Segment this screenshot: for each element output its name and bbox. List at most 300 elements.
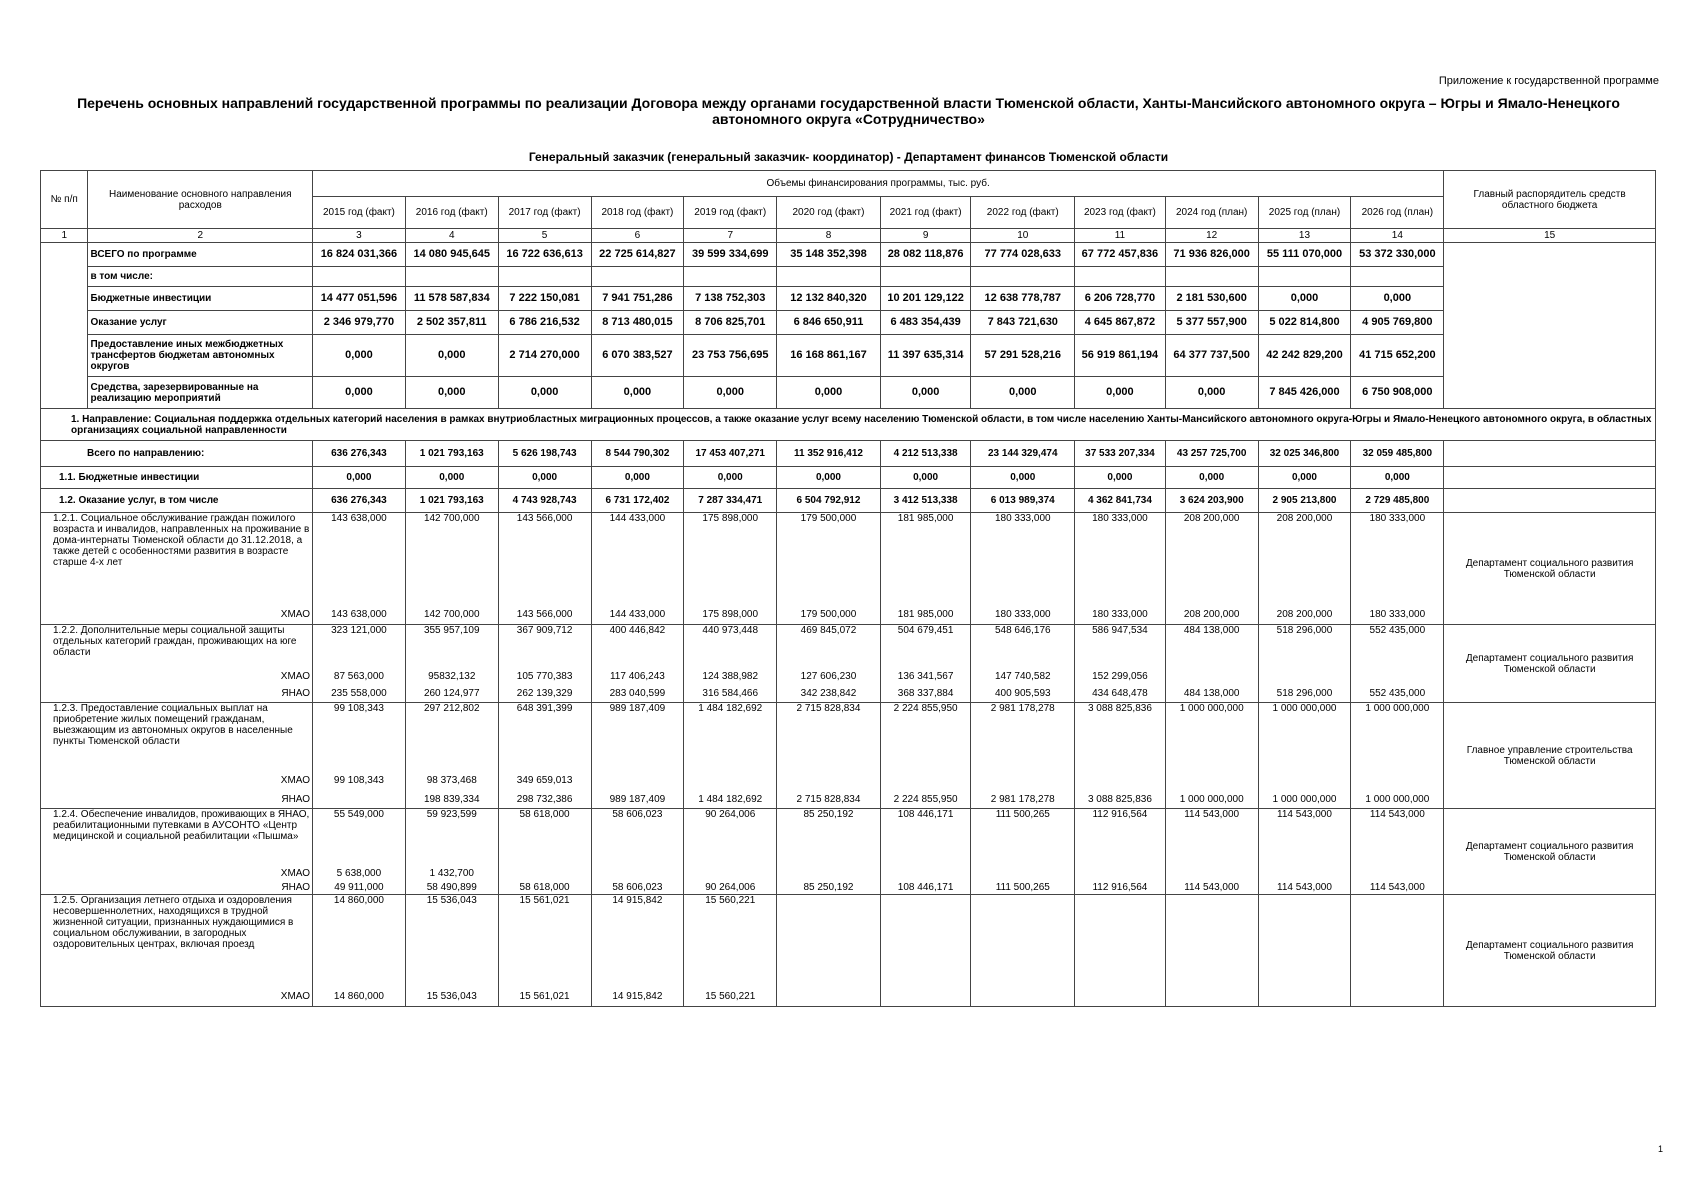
value-cell: 14 080 945,645: [405, 243, 498, 267]
value-cell: 11 352 916,412: [777, 441, 881, 467]
value-cell: 112 916,564: [1075, 809, 1166, 867]
table-row: [41, 605, 1656, 625]
value-cell: 180 333,000: [1351, 513, 1444, 605]
table-row: [41, 287, 1656, 311]
value-cell: 5 022 814,800: [1258, 311, 1351, 335]
empty-cell: [684, 267, 777, 287]
header-col-number: 12: [1165, 229, 1258, 243]
value-cell: 0,000: [684, 467, 777, 489]
value-cell: [684, 771, 777, 791]
header-year: 2021 год (факт): [880, 197, 971, 229]
region-label: ХМАО: [41, 771, 313, 791]
header-num: № п/п: [41, 171, 88, 229]
header-col-number: 2: [88, 229, 313, 243]
value-cell: 180 333,000: [1075, 513, 1166, 605]
value-cell: 117 406,243: [591, 669, 684, 685]
value-cell: 15 560,221: [684, 987, 777, 1007]
value-cell: 260 124,977: [405, 685, 498, 703]
summary-row-label: Оказание услуг: [88, 311, 313, 335]
value-cell: [1075, 771, 1166, 791]
value-cell: [1075, 895, 1166, 987]
value-cell: 22 725 614,827: [591, 243, 684, 267]
value-cell: 484 138,000: [1165, 685, 1258, 703]
value-cell: [1075, 987, 1166, 1007]
summary-num-cell: [41, 287, 88, 311]
value-cell: 12 132 840,320: [777, 287, 881, 311]
header-year: 2016 год (факт): [405, 197, 498, 229]
value-cell: 144 433,000: [591, 513, 684, 605]
empty-cell: [971, 267, 1075, 287]
empty-cell: [498, 267, 591, 287]
value-cell: 316 584,466: [684, 685, 777, 703]
value-cell: 85 250,192: [777, 881, 881, 895]
table-row: [41, 441, 1656, 467]
header-col-number: 13: [1258, 229, 1351, 243]
value-cell: 90 264,006: [684, 881, 777, 895]
value-cell: 35 148 352,398: [777, 243, 881, 267]
table-row: [41, 771, 1656, 791]
table-row: [41, 867, 1656, 881]
empty-cell: [1258, 267, 1351, 287]
value-cell: 440 973,448: [684, 625, 777, 669]
value-cell: 14 860,000: [313, 895, 406, 987]
value-cell: 552 435,000: [1351, 685, 1444, 703]
value-cell: 1 000 000,000: [1351, 703, 1444, 771]
value-cell: 1 432,700: [405, 867, 498, 881]
region-label: ЯНАО: [41, 791, 313, 809]
manager-cell: [1444, 441, 1656, 467]
value-cell: 208 200,000: [1258, 605, 1351, 625]
manager-cell: [1444, 335, 1656, 377]
value-cell: 41 715 652,200: [1351, 335, 1444, 377]
value-cell: 0,000: [971, 467, 1075, 489]
value-cell: 17 453 407,271: [684, 441, 777, 467]
manager-cell: [1444, 267, 1656, 287]
value-cell: 198 839,334: [405, 791, 498, 809]
value-cell: 14 860,000: [313, 987, 406, 1007]
item-manager: Главное управление строительства Тюменской области: [1444, 703, 1656, 809]
value-cell: 71 936 826,000: [1165, 243, 1258, 267]
value-cell: 4 212 513,338: [880, 441, 971, 467]
header-col-number: 6: [591, 229, 684, 243]
header-manager: Главный распорядитель средств областного бюджета: [1444, 171, 1656, 229]
value-cell: 15 561,021: [498, 895, 591, 987]
table-row: [41, 625, 1656, 669]
value-cell: 298 732,386: [498, 791, 591, 809]
value-cell: [1258, 987, 1351, 1007]
value-cell: 0,000: [971, 377, 1075, 409]
value-cell: 0,000: [1075, 467, 1166, 489]
table-row: [41, 409, 1656, 441]
table-row: [41, 809, 1656, 867]
manager-cell: [1444, 489, 1656, 513]
appendix-note: Приложение к государственной программе: [1438, 75, 1659, 87]
table-row: [41, 311, 1656, 335]
value-cell: 2 715 828,834: [777, 791, 881, 809]
value-cell: 181 985,000: [880, 605, 971, 625]
value-cell: 5 638,000: [313, 867, 406, 881]
summary-including-label: в том числе:: [88, 267, 313, 287]
empty-cell: [1165, 267, 1258, 287]
value-cell: 2 905 213,800: [1258, 489, 1351, 513]
value-cell: 0,000: [1165, 467, 1258, 489]
item-name: 1.2.5. Организация летнего отдыха и оздоровления несовершеннолетних, находящихся в трудной жизненной ситуации, признанных нуждающимися в социальном обслуживании, в загородных оздоровительных центрах, включая проезд: [41, 895, 313, 987]
value-cell: 15 536,043: [405, 895, 498, 987]
value-cell: 4 743 928,743: [498, 489, 591, 513]
value-cell: 114 543,000: [1351, 881, 1444, 895]
table-row: [41, 467, 1656, 489]
value-cell: 180 333,000: [971, 513, 1075, 605]
value-cell: 77 774 028,633: [971, 243, 1075, 267]
value-cell: 3 412 513,338: [880, 489, 971, 513]
value-cell: 143 638,000: [313, 513, 406, 605]
value-cell: [1075, 867, 1166, 881]
manager-cell: [1444, 467, 1656, 489]
value-cell: 10 201 129,122: [880, 287, 971, 311]
item-name: 1.2.2. Дополнительные меры социальной защиты отдельных категорий граждан, проживающих на юге области: [41, 625, 313, 669]
header-col-number: 4: [405, 229, 498, 243]
value-cell: 0,000: [313, 335, 406, 377]
value-cell: 5 626 198,743: [498, 441, 591, 467]
value-cell: 180 333,000: [1351, 605, 1444, 625]
value-cell: 6 731 172,402: [591, 489, 684, 513]
summary-num-cell: [41, 335, 88, 377]
empty-cell: [777, 267, 881, 287]
value-cell: 3 088 825,836: [1075, 791, 1166, 809]
value-cell: [1258, 771, 1351, 791]
value-cell: 262 139,329: [498, 685, 591, 703]
value-cell: [1351, 867, 1444, 881]
value-cell: 111 500,265: [971, 809, 1075, 867]
document-title: Перечень основных направлений государственной программы по реализации Договора между органами государственной власти Тюменской области, Ханты-Мансийского автономного округа – Югры и Ямало-Ненецкого автономного округа «Сотрудничество»: [77, 95, 1620, 127]
summary-num-cell: [41, 243, 88, 267]
header-col-number: 8: [777, 229, 881, 243]
table-row: [41, 895, 1656, 987]
value-cell: 58 490,899: [405, 881, 498, 895]
value-cell: [777, 895, 881, 987]
value-cell: 105 770,383: [498, 669, 591, 685]
region-label: ЯНАО: [41, 685, 313, 703]
summary-row-label: Предоставление иных межбюджетных трансфертов бюджетам автономных округов: [88, 335, 313, 377]
value-cell: 283 040,599: [591, 685, 684, 703]
header-col-number: 15: [1444, 229, 1656, 243]
value-cell: 0,000: [405, 335, 498, 377]
value-cell: 2 224 855,950: [880, 703, 971, 771]
value-cell: 3 088 825,836: [1075, 703, 1166, 771]
program-table: [40, 170, 1656, 1007]
item-name: 1.2.3. Предоставление социальных выплат на приобретение жилых помещений гражданам, выезжающим из автономных округов в населенные пункты Тюменской области: [41, 703, 313, 771]
value-cell: 6 483 354,439: [880, 311, 971, 335]
value-cell: 6 070 383,527: [591, 335, 684, 377]
value-cell: 16 168 861,167: [777, 335, 881, 377]
value-cell: 67 772 457,836: [1075, 243, 1166, 267]
header-year: 2020 год (факт): [777, 197, 881, 229]
table-row: [41, 987, 1656, 1007]
value-cell: 6 206 728,770: [1075, 287, 1166, 311]
header-year: 2025 год (план): [1258, 197, 1351, 229]
value-cell: 0,000: [1165, 377, 1258, 409]
value-cell: 49 911,000: [313, 881, 406, 895]
value-cell: 39 599 334,699: [684, 243, 777, 267]
value-cell: 143 638,000: [313, 605, 406, 625]
region-label: ХМАО: [41, 605, 313, 625]
region-label: ХМАО: [41, 669, 313, 685]
header-col-number: 3: [313, 229, 406, 243]
value-cell: 180 333,000: [1075, 605, 1166, 625]
value-cell: [880, 895, 971, 987]
region-label: ЯНАО: [41, 881, 313, 895]
header-year: 2019 год (факт): [684, 197, 777, 229]
value-cell: 484 138,000: [1165, 625, 1258, 669]
value-cell: 349 659,013: [498, 771, 591, 791]
value-cell: 6 504 792,912: [777, 489, 881, 513]
value-cell: 179 500,000: [777, 513, 881, 605]
value-cell: 11 397 635,314: [880, 335, 971, 377]
value-cell: [1351, 987, 1444, 1007]
value-cell: 15 536,043: [405, 987, 498, 1007]
value-cell: 518 296,000: [1258, 625, 1351, 669]
value-cell: 0,000: [777, 467, 881, 489]
value-cell: [971, 895, 1075, 987]
value-cell: 2 714 270,000: [498, 335, 591, 377]
value-cell: 114 543,000: [1258, 881, 1351, 895]
value-cell: 1 000 000,000: [1351, 791, 1444, 809]
value-cell: [591, 867, 684, 881]
value-cell: 367 909,712: [498, 625, 591, 669]
value-cell: 108 446,171: [880, 881, 971, 895]
value-cell: 4 905 769,800: [1351, 311, 1444, 335]
value-cell: [498, 867, 591, 881]
value-cell: 0,000: [880, 467, 971, 489]
value-cell: 0,000: [1351, 287, 1444, 311]
value-cell: [1165, 895, 1258, 987]
value-cell: 5 377 557,900: [1165, 311, 1258, 335]
header-col-number: 1: [41, 229, 88, 243]
value-cell: 6 846 650,911: [777, 311, 881, 335]
value-cell: 85 250,192: [777, 809, 881, 867]
value-cell: 57 291 528,216: [971, 335, 1075, 377]
value-cell: 180 333,000: [971, 605, 1075, 625]
value-cell: 59 923,599: [405, 809, 498, 867]
item-name: 1.2.4. Обеспечение инвалидов, проживающих в ЯНАО, реабилитационными путевками в АУСОНТО «Центр медицинской и социальной реабилитации «Пышма»: [41, 809, 313, 867]
value-cell: 58 618,000: [498, 809, 591, 867]
manager-cell: [1444, 377, 1656, 409]
value-cell: 2 729 485,800: [1351, 489, 1444, 513]
value-cell: 43 257 725,700: [1165, 441, 1258, 467]
value-cell: 95832,132: [405, 669, 498, 685]
value-cell: 989 187,409: [591, 791, 684, 809]
value-cell: 552 435,000: [1351, 625, 1444, 669]
value-cell: 0,000: [405, 377, 498, 409]
value-cell: 111 500,265: [971, 881, 1075, 895]
table-row: [41, 243, 1656, 267]
value-cell: 2 346 979,770: [313, 311, 406, 335]
table-row: [41, 669, 1656, 685]
value-cell: 28 082 118,876: [880, 243, 971, 267]
value-cell: 0,000: [1351, 467, 1444, 489]
value-cell: 323 121,000: [313, 625, 406, 669]
value-cell: 7 845 426,000: [1258, 377, 1351, 409]
value-cell: [313, 791, 406, 809]
value-cell: [1165, 867, 1258, 881]
value-cell: 8 544 790,302: [591, 441, 684, 467]
value-cell: 87 563,000: [313, 669, 406, 685]
value-cell: 15 560,221: [684, 895, 777, 987]
value-cell: 147 740,582: [971, 669, 1075, 685]
value-cell: 143 566,000: [498, 513, 591, 605]
value-cell: 37 533 207,334: [1075, 441, 1166, 467]
value-cell: 0,000: [1258, 467, 1351, 489]
value-cell: 23 753 756,695: [684, 335, 777, 377]
value-cell: 4 645 867,872: [1075, 311, 1166, 335]
value-cell: 142 700,000: [405, 513, 498, 605]
value-cell: 0,000: [880, 377, 971, 409]
value-cell: 55 111 070,000: [1258, 243, 1351, 267]
value-cell: 548 646,176: [971, 625, 1075, 669]
value-cell: 235 558,000: [313, 685, 406, 703]
value-cell: 175 898,000: [684, 513, 777, 605]
header-col-number: 11: [1075, 229, 1166, 243]
value-cell: 99 108,343: [313, 703, 406, 771]
empty-cell: [1351, 267, 1444, 287]
value-cell: 0,000: [591, 467, 684, 489]
value-cell: 114 543,000: [1165, 881, 1258, 895]
item-manager: Департамент социального развития Тюменской области: [1444, 625, 1656, 703]
value-cell: 2 224 855,950: [880, 791, 971, 809]
value-cell: 518 296,000: [1258, 685, 1351, 703]
value-cell: 208 200,000: [1165, 513, 1258, 605]
page-number: 1: [1657, 1144, 1663, 1154]
value-cell: 0,000: [405, 467, 498, 489]
header-year: 2015 год (факт): [313, 197, 406, 229]
value-cell: [880, 771, 971, 791]
header-year: 2022 год (факт): [971, 197, 1075, 229]
value-cell: 7 843 721,630: [971, 311, 1075, 335]
table-row: [41, 703, 1656, 771]
value-cell: 2 502 357,811: [405, 311, 498, 335]
value-cell: 1 484 182,692: [684, 703, 777, 771]
general-customer: Генеральный заказчик (генеральный заказчик- координатор) - Департамент финансов Тюменской области: [528, 150, 1169, 164]
value-cell: [971, 771, 1075, 791]
value-cell: 56 919 861,194: [1075, 335, 1166, 377]
value-cell: 0,000: [313, 377, 406, 409]
value-cell: 144 433,000: [591, 605, 684, 625]
value-cell: 6 786 216,532: [498, 311, 591, 335]
header-year: 2024 год (план): [1165, 197, 1258, 229]
table-row: [41, 377, 1656, 409]
value-cell: 0,000: [1258, 287, 1351, 311]
value-cell: 342 238,842: [777, 685, 881, 703]
value-cell: [880, 867, 971, 881]
table-row: [41, 791, 1656, 809]
value-cell: 8 713 480,015: [591, 311, 684, 335]
value-cell: [971, 867, 1075, 881]
value-cell: 124 388,982: [684, 669, 777, 685]
value-cell: 11 578 587,834: [405, 287, 498, 311]
value-cell: 143 566,000: [498, 605, 591, 625]
value-cell: 32 059 485,800: [1351, 441, 1444, 467]
value-cell: 16 722 636,613: [498, 243, 591, 267]
value-cell: 0,000: [777, 377, 881, 409]
direction-total-label: Всего по направлению:: [41, 441, 313, 467]
header-col-number: 14: [1351, 229, 1444, 243]
direction-heading: 1. Направление: Социальная поддержка отдельных категорий населения в рамках внутриобластных миграционных процессов, а также оказание услуг всему населению Тюменской области, в том числе населению Ханты-Мансийского автономного округа-Югры и Ямало-Ненецкого автономного округа, в областных организациях социальной направленности: [41, 409, 1656, 441]
value-cell: 114 543,000: [1165, 809, 1258, 867]
value-cell: [1351, 771, 1444, 791]
value-cell: 400 905,593: [971, 685, 1075, 703]
summary-num-cell: [41, 311, 88, 335]
empty-cell: [880, 267, 971, 287]
value-cell: 355 957,109: [405, 625, 498, 669]
value-cell: [880, 987, 971, 1007]
value-cell: 368 337,884: [880, 685, 971, 703]
value-cell: 114 543,000: [1351, 809, 1444, 867]
value-cell: 1 000 000,000: [1258, 703, 1351, 771]
value-cell: 1 021 793,163: [405, 489, 498, 513]
header-funding: Объемы финансирования программы, тыс. руб.: [313, 171, 1444, 197]
value-cell: 12 638 778,787: [971, 287, 1075, 311]
value-cell: 1 021 793,163: [405, 441, 498, 467]
header-col-number: 7: [684, 229, 777, 243]
value-cell: 175 898,000: [684, 605, 777, 625]
value-cell: 586 947,534: [1075, 625, 1166, 669]
header-year: 2018 год (факт): [591, 197, 684, 229]
value-cell: 2 981 178,278: [971, 703, 1075, 771]
table-row: [41, 881, 1656, 895]
value-cell: [1165, 987, 1258, 1007]
summary-num-cell: [41, 377, 88, 409]
value-cell: 7 941 751,286: [591, 287, 684, 311]
value-cell: 14 915,842: [591, 895, 684, 987]
value-cell: 4 362 841,734: [1075, 489, 1166, 513]
header-name: Наименование основного направления расходов: [88, 171, 313, 229]
header-year: 2017 год (факт): [498, 197, 591, 229]
item-manager: Департамент социального развития Тюменской области: [1444, 513, 1656, 625]
value-cell: 98 373,468: [405, 771, 498, 791]
value-cell: [1351, 669, 1444, 685]
table-row: [41, 685, 1656, 703]
region-label: ХМАО: [41, 987, 313, 1007]
value-cell: 297 212,802: [405, 703, 498, 771]
value-cell: [1258, 669, 1351, 685]
value-cell: 989 187,409: [591, 703, 684, 771]
header-col-number: 9: [880, 229, 971, 243]
value-cell: 14 915,842: [591, 987, 684, 1007]
value-cell: 15 561,021: [498, 987, 591, 1007]
value-cell: 127 606,230: [777, 669, 881, 685]
value-cell: 1 000 000,000: [1165, 703, 1258, 771]
header-year: 2026 год (план): [1351, 197, 1444, 229]
value-cell: 0,000: [1075, 377, 1166, 409]
value-cell: [591, 771, 684, 791]
empty-cell: [1075, 267, 1166, 287]
value-cell: [1351, 895, 1444, 987]
summary-row-label: Бюджетные инвестиции: [88, 287, 313, 311]
value-cell: 32 025 346,800: [1258, 441, 1351, 467]
value-cell: 2 981 178,278: [971, 791, 1075, 809]
summary-total-label: ВСЕГО по программе: [88, 243, 313, 267]
value-cell: 6 013 989,374: [971, 489, 1075, 513]
value-cell: [1258, 895, 1351, 987]
value-cell: 142 700,000: [405, 605, 498, 625]
value-cell: 53 372 330,000: [1351, 243, 1444, 267]
empty-cell: [405, 267, 498, 287]
value-cell: 1 484 182,692: [684, 791, 777, 809]
value-cell: 181 985,000: [880, 513, 971, 605]
empty-cell: [313, 267, 406, 287]
item-name: 1.2.1. Социальное обслуживание граждан пожилого возраста и инвалидов, направленных на проживание в дома-интернаты Тюменской области до 31.12.2018, а также детей с особенностями развития в возрасте старше 4-х лет: [41, 513, 313, 605]
value-cell: 0,000: [313, 467, 406, 489]
